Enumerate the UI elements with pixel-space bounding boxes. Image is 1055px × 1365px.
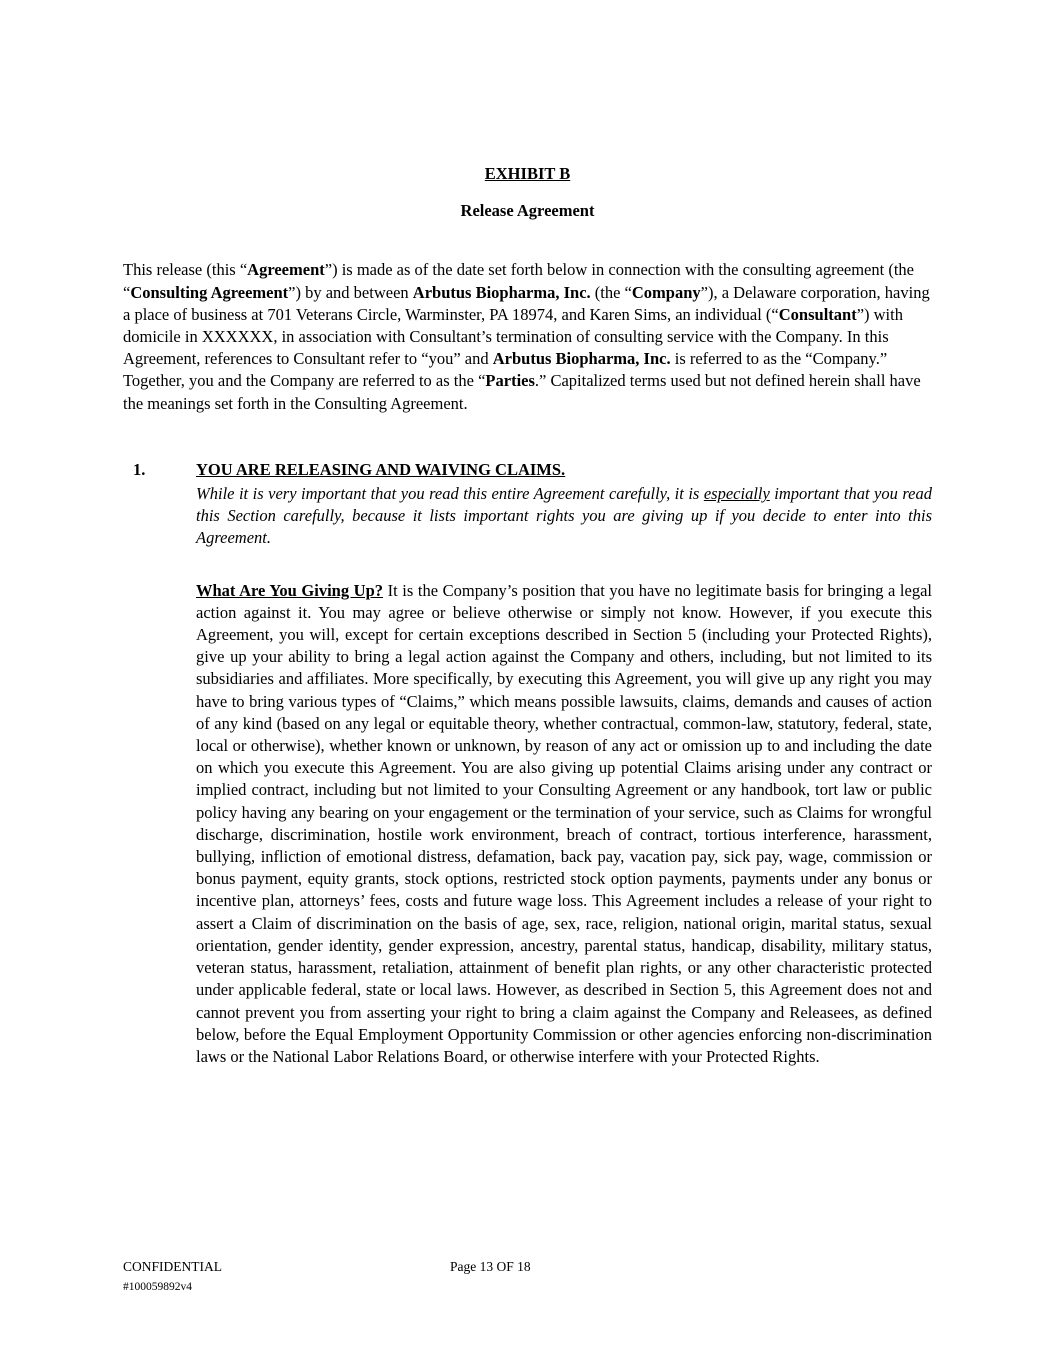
section-number: 1. bbox=[133, 459, 146, 479]
section-heading-row bbox=[123, 459, 932, 481]
section-heading: YOU ARE RELEASING AND WAIVING CLAIMS. bbox=[196, 459, 566, 479]
footer-page-number: Page 13 OF 18 bbox=[450, 1259, 531, 1274]
exhibit-title: EXHIBIT B bbox=[484, 164, 571, 183]
page-footer bbox=[123, 1258, 932, 1296]
section-body-paragraph: What Are You Giving Up? It is the Company’s position that you have no legitimate basis for bringing a legal action against it. You may agree or believe otherwise or simply not know. However, if you execute this Agreement, you will, except for certain exceptions described in Section 5 (including your Protected Rights), give up your ability to bring a legal action against the Company and others, including, but not limited to its subsidiaries and affiliates. More specifically, by executing this Agreement, you will give up any right you may have to bring various types of “Claims,” which means possible lawsuits, claims, demands and causes of action of any kind (based on any legal or equitable theory, whether contractual, common-law, statutory, federal, state, local or otherwise), whether known or unknown, by reason of any act or omission up to and including the date on which you execute this Agreement. You are also giving up potential Claims arising under any contract or implied contract, including but not limited to your Consulting Agreement or any handbook, tort law or public policy having any bearing on your engagement or the termination of your service, such as Claims for wrongful discharge, discrimination, hostile work environment, breach of contract, tortious interference, harassment, bullying, infliction of emotional distress, defamation, back pay, vacation pay, sick pay, wage, commission or bonus payment, equity grants, stock options, restricted stock option payments, payments under any bonus or incentive plan, attorneys’ fees, costs and future wage loss. This Agreement includes a release of your right to assert a Claim of discrimination on the basis of age, sex, race, religion, national origin, marital status, sexual orientation, gender identity, gender expression, ancestry, parental status, handicap, disability, military status, veteran status, harassment, retaliation, attainment of benefit plan rights, or any other characteristic protected under applicable federal, state or local laws. However, as described in Section 5, this Agreement does not and cannot prevent you from asserting your right to bring a claim against the Company and Releasees, as defined below, before the Equal Employment Opportunity Commission or other agencies enforcing non-discrimination laws or the National Labor Relations Board, or otherwise interfere with your Protected Rights. bbox=[196, 580, 932, 1066]
exhibit-title-row bbox=[123, 163, 932, 185]
document-subtitle: Release Agreement bbox=[460, 201, 595, 221]
footer-doc-id: #100059892v4 bbox=[123, 1281, 192, 1293]
footer-row bbox=[123, 1258, 932, 1275]
intro-paragraph: This release (this “Agreement”) is made as of the date set forth below in connection with the consulting agreement (the “Consulting Agreement”) by and between Arbutus Biopharma, Inc. (the “Company”), a Delaware corporation, having a place of business at 701 Veterans Circle, Warminster, PA 18974, and Karen Sims, an individual (“Consultant”) with domicile in XXXXXX, in association with Consultant’s termination of consulting service with the Company. In this Agreement, references to Consultant refer to “you” and Arbutus Biopharma, Inc. is referred to as the “Company.” Together, you and the Company are referred to as the “Parties.” Capitalized terms used but not defined herein shall have the meanings set forth in the Consulting Agreement. bbox=[123, 260, 930, 413]
section-intro-paragraph: While it is very important that you read this entire Agreement carefully, it is especially important that you read this Section carefully, because it lists important rights you are giving up if you decide to enter into this Agreement. bbox=[196, 484, 932, 548]
footer-confidential: CONFIDENTIAL bbox=[123, 1259, 222, 1274]
document-content bbox=[123, 163, 932, 1068]
section-1 bbox=[123, 459, 932, 1068]
